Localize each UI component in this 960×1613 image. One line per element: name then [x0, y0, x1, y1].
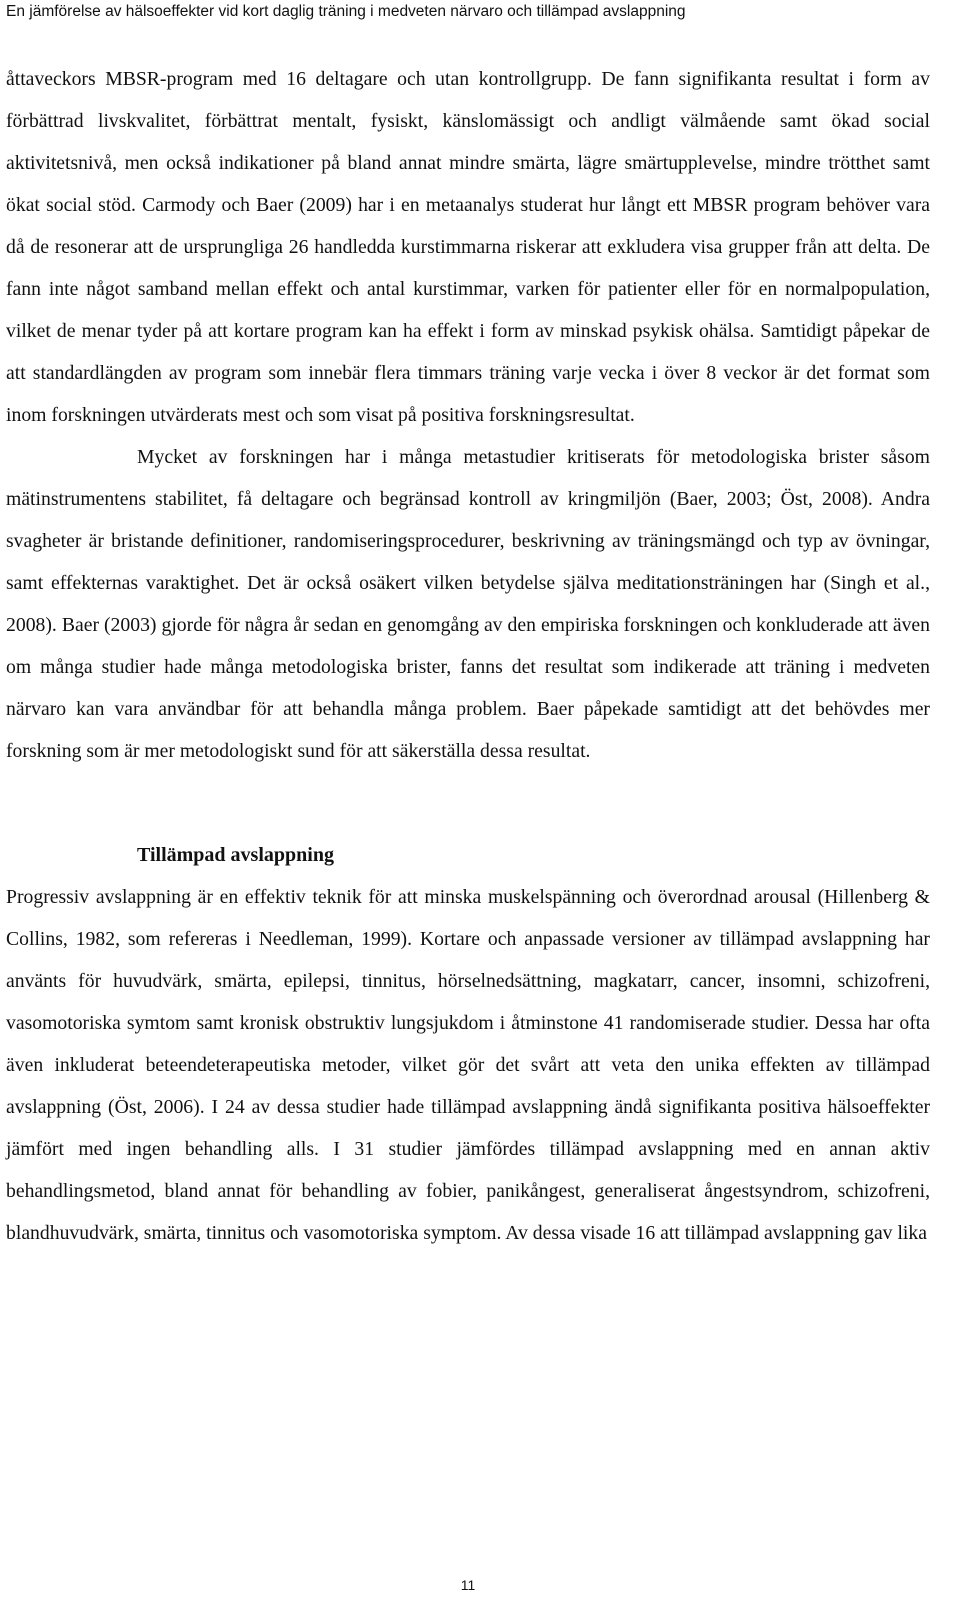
running-header-title: En jämförelse av hälsoeffekter vid kort daglig träning i medveten närvaro och tillämpad avslappning — [6, 3, 686, 20]
page-number: 11 — [460, 1577, 476, 1593]
section-heading-applied-relaxation: Tillämpad avslappning — [137, 844, 334, 866]
section-spacer — [6, 772, 930, 834]
paragraph-applied-relaxation: Progressiv avslappning är en effektiv teknik för att minska muskelspänning och överordnad arousal (Hillenberg & Collins, 1982, som refereras i Needleman, 1999). Kortare och anpassade versioner av tillämpad avslappning har använts för huvudvärk, smärta, epilepsi, tinnitus, hörselnedsättning, magkatarr, cancer, insomni, schizofreni, vasomotoriska symtom samt kronisk obstruktiv lungsjukdom i åtminstone 41 randomiserade studier. Dessa har ofta även inkluderat beteendeterapeutiska metoder, vilket gör det svårt att veta den unika effekten av tillämpad avslappning (Öst, 2006). I 24 av dessa studier hade tillämpad avslappning ändå signifikanta positiva hälsoeffekter jämfört med ingen behandling alls. I 31 studier jämfördes tillämpad avslappning med en annan aktiv behandlingsmetod, bland annat för behandling av fobier, panikångest, generaliserat ångestsyndrom, schizofreni, blandhuvudvärk, smärta, tinnitus och vasomotoriska symptom. Av dessa visade 16 att tillämpad avslappning gav lika — [6, 886, 930, 1244]
paragraph-mbsr-studies: åttaveckors MBSR-program med 16 deltagare och utan kontrollgrupp. De fann signifikanta resultat i form av förbättrad livskvalitet, förbättrat mentalt, fysiskt, känslomässigt och andligt välmående samt ökad social aktivitetsnivå, men också indikationer på bland annat mindre smärta, lägre smärtupplevelse, mindre trötthet samt ökat social stöd. Carmody och Baer (2009) har i en metaanalys studerat hur långt ett MBSR program behöver vara då de resonerar att de ursprungliga 26 handledda kurstimmarna riskerar att exkludera visa grupper från att delta. De fann inte något samband mellan effekt och antal kurstimmar, varken för patienter eller för en normalpopulation, vilket de menar tyder på att kortare program kan ha effekt i form av minskad psykisk ohälsa. Samtidigt påpekar de att standardlängden av program som innebär flera timmars träning varje vecka i över 8 veckor är det format som inom forskningen utvärderats mest och som visat på positiva forskningsresultat. — [6, 68, 930, 426]
document-body — [6, 58, 930, 1254]
paragraph-methodological-critique: Mycket av forskningen har i många metastudier kritiserats för metodologiska brister såsom mätinstrumentens stabilitet, få deltagare och begränsad kontroll av kringmiljön (Baer, 2003; Öst, 2008). Andra svagheter är bristande definitioner, randomiseringsprocedurer, beskrivning av träningsmängd och typ av övningar, samt effekternas varaktighet. Det är också osäkert vilken betydelse själva meditationsträningen har (Singh et al., 2008). Baer (2003) gjorde för några år sedan en genomgång av den empiriska forskningen och konkluderade att även om många studier hade många metodologiska brister, fanns det resultat som indikerade att träning i medveten närvaro kan vara användbar för att behandla många problem. Baer påpekade samtidigt att det behövdes mer forskning som är mer metodologiskt sund för att säkerställa dessa resultat. — [6, 446, 930, 762]
